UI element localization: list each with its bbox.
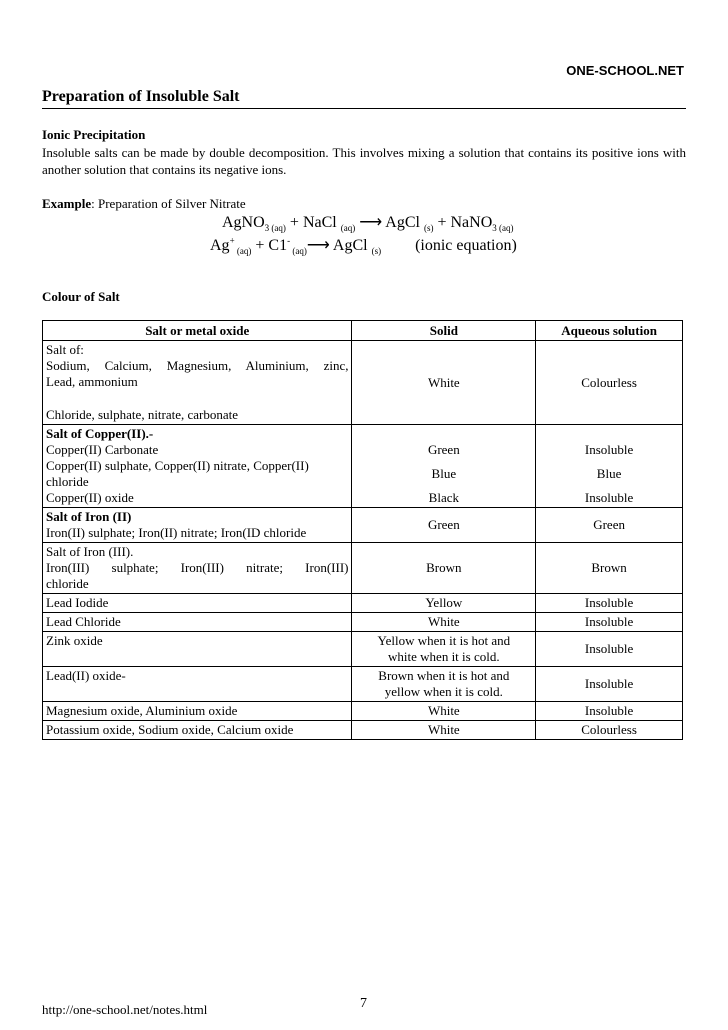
- row-aqueous: Insoluble: [536, 613, 683, 632]
- eq1-product1-sub: (s): [423, 223, 434, 234]
- row-solid: [352, 632, 536, 667]
- row-solid: [352, 667, 536, 702]
- cell-line: Copper(II) oxide: [46, 490, 134, 505]
- row-aqueous: Colourless: [536, 341, 683, 425]
- row-salt: Magnesium oxide, Aluminium oxide: [43, 702, 352, 721]
- example-label: Example: [42, 196, 92, 211]
- eq1-arrow: ⟶: [359, 214, 383, 231]
- eq1-reactant1: AgNO: [222, 214, 265, 231]
- eq1-reactant2: + NaCl: [285, 214, 341, 231]
- cell-line: Sodium, Calcium, Magnesium, Aluminium, zinc,: [46, 358, 349, 373]
- cell-line: Salt of:: [46, 342, 84, 357]
- row-aqueous: Brown: [536, 543, 683, 594]
- title-rule: [42, 108, 686, 109]
- eq1-product1: AgCl: [382, 214, 424, 231]
- header-solid: Solid: [352, 321, 536, 341]
- eq2-arrow: ⟶: [306, 237, 330, 254]
- cell-line: Green: [427, 442, 460, 457]
- cell-line: Chloride, sulphate, nitrate, carbonate: [46, 407, 239, 422]
- row-solid: Yellow: [352, 594, 536, 613]
- eq1-reactant2-sub: (aq): [340, 223, 356, 234]
- eq2-chloride-state: (aq): [290, 246, 307, 257]
- row-aqueous: Insoluble: [536, 667, 683, 702]
- row-salt: Lead(II) oxide-: [43, 667, 352, 702]
- eq1-product2-sub: 3 (aq): [492, 223, 514, 234]
- row-salt: [43, 341, 352, 425]
- molecular-equation: [222, 212, 514, 233]
- cell-line: Black: [428, 490, 459, 505]
- row-aqueous: Green: [536, 508, 683, 543]
- table-row: [43, 721, 683, 740]
- row-solid: White: [352, 341, 536, 425]
- row-aqueous: Colourless: [536, 721, 683, 740]
- example-line: [42, 196, 246, 212]
- cell-line: Salt of Iron (III).: [46, 544, 134, 559]
- table-header-row: [43, 321, 683, 341]
- table-row: [43, 667, 683, 702]
- row-aqueous: [536, 425, 683, 508]
- cell-line: chloride: [46, 576, 89, 591]
- table-row: [43, 613, 683, 632]
- eq2-silver: Ag: [210, 237, 230, 254]
- table-row: [43, 632, 683, 667]
- table-row: [43, 702, 683, 721]
- eq2-silver-state: (aq): [234, 246, 252, 257]
- cell-line: Iron(II) sulphate; Iron(II) nitrate; Iron(ID chloride: [46, 525, 307, 540]
- cell-line: Blue: [596, 466, 622, 481]
- cell-line: white when it is cold.: [388, 649, 500, 664]
- cell-line: Iron(III) sulphate; Iron(III) nitrate; Iron(III): [46, 560, 349, 575]
- eq2-silver-charge: +: [229, 235, 235, 246]
- table-row: [43, 425, 683, 508]
- page-title: Preparation of Insoluble Salt: [42, 88, 240, 105]
- cell-heading: Salt of Copper(II).-: [46, 426, 154, 441]
- cell-line: Lead, ammonium: [46, 374, 138, 389]
- row-solid: White: [352, 721, 536, 740]
- cell-line: Copper(II) sulphate, Copper(II) nitrate, Copper(II): [46, 458, 309, 473]
- row-aqueous: Insoluble: [536, 632, 683, 667]
- eq2-product-state: (s): [371, 246, 382, 257]
- row-aqueous: Insoluble: [536, 594, 683, 613]
- cell-line: Yellow when it is hot and: [377, 633, 511, 648]
- row-salt: Lead Chloride: [43, 613, 352, 632]
- row-salt: Potassium oxide, Sodium oxide, Calcium oxide: [43, 721, 352, 740]
- row-solid: Brown: [352, 543, 536, 594]
- colour-heading: Colour of Salt: [42, 289, 120, 304]
- example-text: : Preparation of Silver Nitrate: [91, 196, 246, 211]
- site-brand: ONE-SCHOOL.NET: [566, 63, 684, 78]
- table-row: [43, 341, 683, 425]
- eq2-chloride: + C1: [251, 237, 288, 254]
- ionic-paragraph: Insoluble salts can be made by double decomposition. This involves mixing a solution that contains its positive ions with another solution that contains its negative ions.: [42, 145, 686, 177]
- table-row: [43, 594, 683, 613]
- footer-url[interactable]: http://one-school.net/notes.html: [42, 1002, 208, 1017]
- ionic-equation: [210, 235, 517, 256]
- header-salt: Salt or metal oxide: [43, 321, 352, 341]
- cell-line: chloride: [46, 474, 89, 489]
- ionic-heading: Ionic Precipitation: [42, 127, 146, 142]
- eq2-product: AgCl: [329, 237, 372, 254]
- cell-heading: Salt of Iron (II): [46, 509, 132, 524]
- eq2-note: (ionic equation): [415, 237, 517, 254]
- row-solid: Green: [352, 508, 536, 543]
- row-aqueous: Insoluble: [536, 702, 683, 721]
- eq1-product2: + NaNO: [433, 214, 493, 231]
- eq2-chloride-charge: -: [287, 235, 291, 246]
- cell-line: Insoluble: [584, 442, 634, 457]
- cell-line: Copper(II) Carbonate: [46, 442, 159, 457]
- row-solid: [352, 425, 536, 508]
- cell-line: Brown when it is hot and: [378, 668, 510, 683]
- row-salt: [43, 543, 352, 594]
- cell-line: yellow when it is cold.: [384, 684, 503, 699]
- row-salt: Zink oxide: [43, 632, 352, 667]
- row-salt: [43, 425, 352, 508]
- cell-line: Insoluble: [584, 490, 634, 505]
- row-solid: White: [352, 613, 536, 632]
- page-number: 7: [360, 996, 367, 1011]
- row-salt: Lead Iodide: [43, 594, 352, 613]
- table-row: [43, 508, 683, 543]
- table-row: [43, 543, 683, 594]
- colour-table: [42, 320, 683, 740]
- header-aqueous: Aqueous solution: [536, 321, 683, 341]
- row-salt: [43, 508, 352, 543]
- row-solid: White: [352, 702, 536, 721]
- eq1-reactant1-sub: 3 (aq): [264, 223, 286, 234]
- cell-line: Blue: [431, 466, 457, 481]
